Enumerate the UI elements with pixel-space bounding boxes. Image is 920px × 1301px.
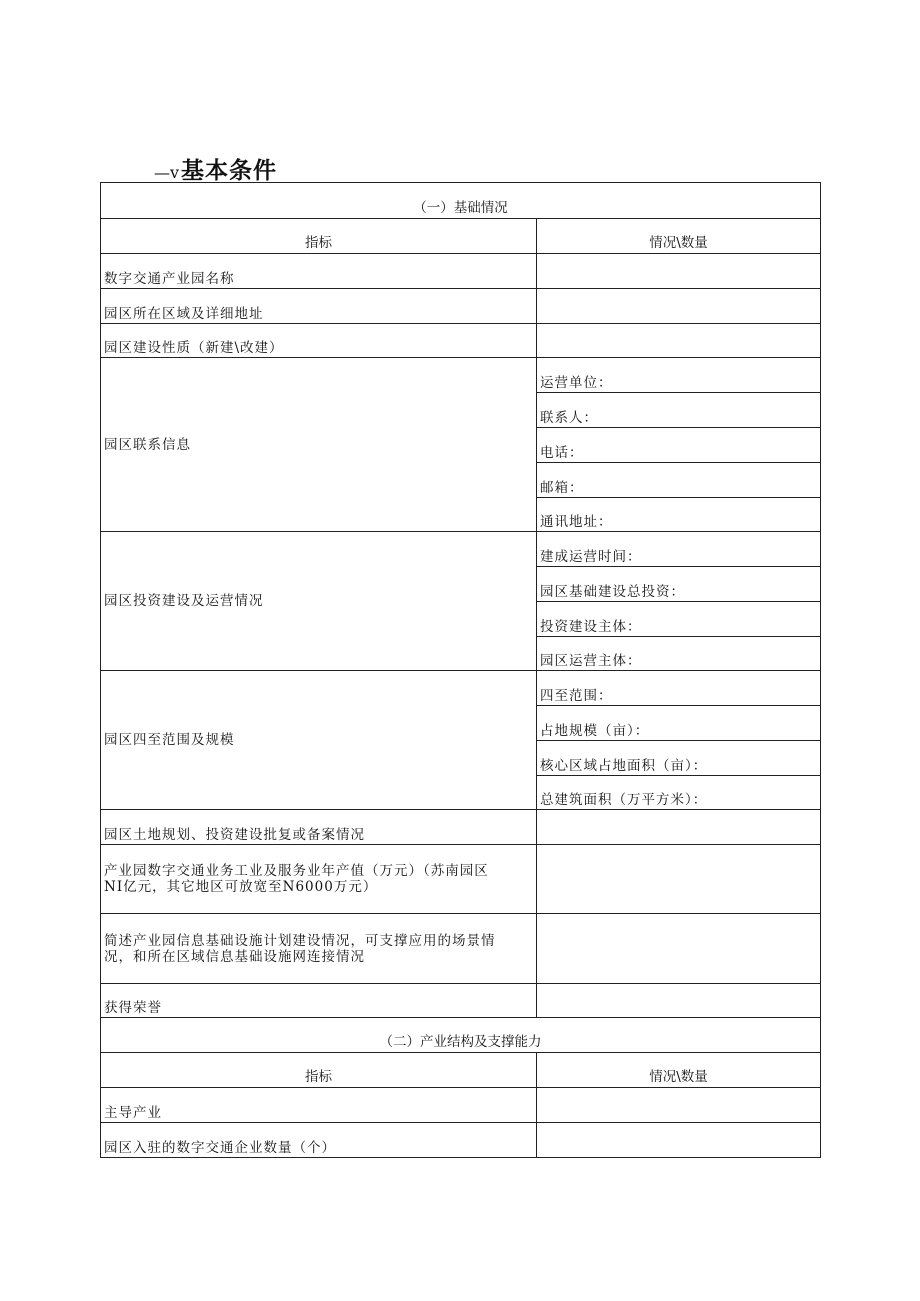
table-row [101, 1088, 821, 1123]
section-title-industry: （二）产业结构及支撑能力 [101, 1018, 821, 1053]
table-row [101, 1123, 821, 1158]
table-row [101, 532, 821, 567]
heading-title: 基本条件 [181, 158, 278, 184]
section-row [101, 1018, 821, 1053]
table-row [101, 289, 821, 324]
section-heading [154, 152, 277, 182]
field-core-area[interactable]: 核心区域占地面积（亩）： [537, 741, 821, 776]
value-main-industry[interactable] [537, 1088, 821, 1123]
field-operator[interactable]: 运营单位： [537, 358, 821, 393]
table-row [101, 845, 821, 914]
label-infrastructure [101, 914, 537, 984]
value-park-name[interactable] [537, 254, 821, 289]
table-row [101, 324, 821, 358]
label-scope: 园区四至范围及规模 [101, 671, 537, 810]
field-operation-start[interactable]: 建成运营时间： [537, 532, 821, 567]
field-contact-person[interactable]: 联系人： [537, 393, 821, 428]
label-contact-info: 园区联系信息 [101, 358, 537, 532]
table-row [101, 671, 821, 706]
label-enterprise-count: 园区入驻的数字交通企业数量（个） [101, 1123, 537, 1158]
label-park-location: 园区所在区域及详细地址 [101, 289, 537, 324]
field-email[interactable]: 邮箱： [537, 463, 821, 498]
header-row [101, 1053, 821, 1088]
infrastructure-line-1: 简述产业园信息基础设施计划建设情况，可支撑应用的场景情 [104, 932, 496, 949]
annual-output-line-1: 产业园数字交通业务工业及服务业年产值（万元）（苏南园区 [104, 863, 489, 879]
basic-conditions-table [100, 182, 821, 1158]
value-enterprise-count[interactable] [537, 1123, 821, 1158]
value-build-type[interactable] [537, 324, 821, 358]
label-annual-output [101, 845, 537, 914]
field-phone[interactable]: 电话： [537, 428, 821, 463]
field-investor[interactable]: 投资建设主体： [537, 602, 821, 637]
header-indicator-2: 指标 [101, 1053, 537, 1088]
value-land-plan[interactable] [537, 810, 821, 845]
header-row [101, 219, 821, 254]
label-investment: 园区投资建设及运营情况 [101, 532, 537, 671]
annual-output-line-2: NI亿元，其它地区可放宽至N6000万元） [104, 879, 378, 895]
heading-prefix: —v [154, 163, 180, 182]
label-build-type: 园区建设性质（新建\改建） [101, 324, 537, 358]
field-land-area[interactable]: 占地规模（亩）： [537, 706, 821, 741]
table-row [101, 984, 821, 1018]
table-row [101, 358, 821, 393]
table-row [101, 914, 821, 984]
section-row [101, 183, 821, 219]
label-honors: 获得荣誉 [101, 984, 537, 1018]
header-indicator: 指标 [101, 219, 537, 254]
section-title-basic: （一）基础情况 [101, 183, 821, 219]
label-park-name: 数字交通产业园名称 [101, 254, 537, 289]
field-address[interactable]: 通讯地址： [537, 498, 821, 532]
table-row [101, 254, 821, 289]
infrastructure-line-2: 况，和所在区域信息基础设施网连接情况 [104, 948, 365, 965]
header-status-2: 情况\数量 [537, 1053, 821, 1088]
value-honors[interactable] [537, 984, 821, 1018]
table-row [101, 810, 821, 845]
label-main-industry: 主导产业 [101, 1088, 537, 1123]
label-land-plan: 园区土地规划、投资建设批复或备案情况 [101, 810, 537, 845]
value-park-location[interactable] [537, 289, 821, 324]
field-total-investment[interactable]: 园区基础建设总投资： [537, 567, 821, 602]
field-building-area[interactable]: 总建筑面积（万平方米）： [537, 776, 821, 810]
field-operator-entity[interactable]: 园区运营主体： [537, 637, 821, 671]
value-annual-output[interactable] [537, 845, 821, 914]
header-status: 情况\数量 [537, 219, 821, 254]
value-infrastructure[interactable] [537, 914, 821, 984]
field-boundaries[interactable]: 四至范围： [537, 671, 821, 706]
